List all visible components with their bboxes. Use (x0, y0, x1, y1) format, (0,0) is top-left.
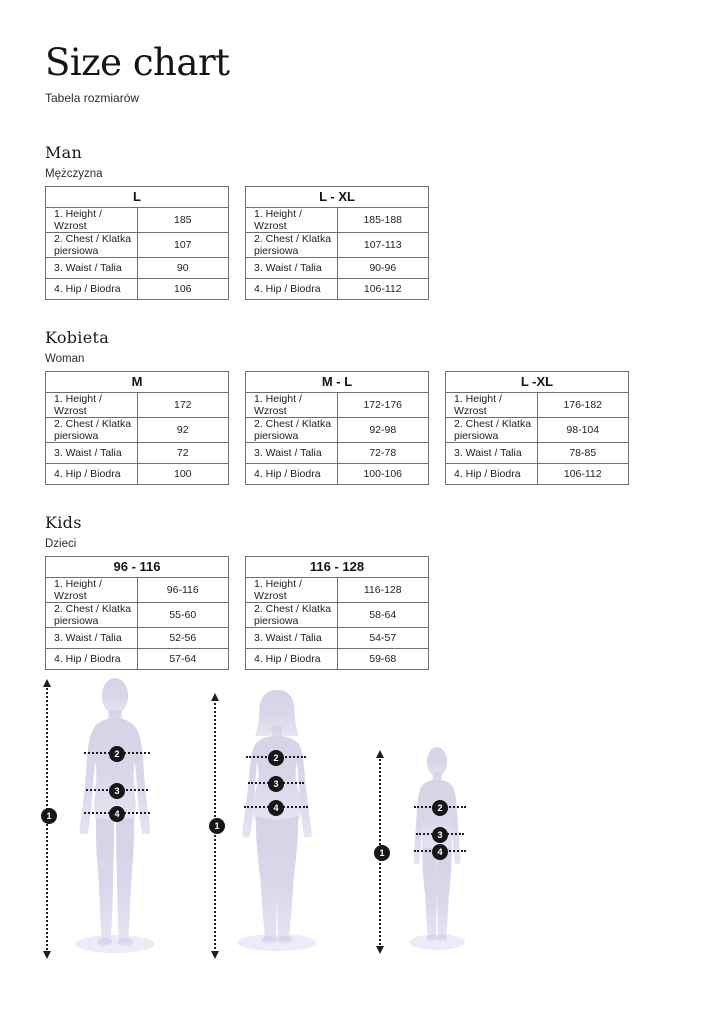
measure-value: 72 (137, 442, 229, 463)
marker-hip: 4 (432, 844, 448, 860)
measure-label: 4. Hip / Biodra (46, 278, 138, 299)
child-waist-line (416, 830, 464, 840)
measure-label: 2. Chest / Klatka piersiowa (246, 417, 338, 442)
table-row (446, 463, 629, 484)
table-row (246, 442, 429, 463)
measure-label: 2. Chest / Klatka piersiowa (446, 417, 538, 442)
marker-height: 1 (41, 808, 57, 824)
section-heading-man: Man (45, 142, 83, 162)
woman-silhouette (222, 688, 332, 956)
measure-label: 1. Height / Wzrost (446, 392, 538, 417)
arrowhead-down-icon (43, 951, 51, 959)
measure-label: 2. Chest / Klatka piersiowa (246, 232, 338, 257)
measure-value: 185 (137, 207, 229, 232)
man-waist-line (86, 786, 148, 796)
table-woman-l-xl (445, 371, 629, 485)
measure-value: 96-116 (137, 577, 229, 602)
table-woman-m-l (245, 371, 429, 485)
measure-label: 1. Height / Wzrost (46, 392, 138, 417)
table-row (446, 392, 629, 417)
arrowhead-down-icon (376, 946, 384, 954)
measure-value: 106-112 (537, 463, 629, 484)
measure-value: 55-60 (137, 602, 229, 627)
measure-value: 78-85 (537, 442, 629, 463)
measure-value: 92 (137, 417, 229, 442)
section-woman (45, 328, 720, 485)
table-size-header: 116 - 128 (246, 556, 429, 577)
marker-chest: 2 (432, 800, 448, 816)
arrowhead-up-icon (376, 750, 384, 758)
table-row (246, 648, 429, 669)
measure-label: 2. Chest / Klatka piersiowa (46, 232, 138, 257)
measure-label: 4. Hip / Biodra (46, 463, 138, 484)
man-height-arrow (46, 681, 52, 957)
table-row (246, 577, 429, 602)
floor-shadow (237, 934, 316, 951)
table-row (246, 257, 429, 278)
marker-hip: 4 (109, 806, 125, 822)
measure-value: 100 (137, 463, 229, 484)
marker-height: 1 (209, 818, 225, 834)
measure-value: 176-182 (537, 392, 629, 417)
measure-value: 172 (137, 392, 229, 417)
section-heading-kids: Kids (45, 512, 82, 532)
page-title: Size chart (45, 41, 230, 84)
woman-hip-line (244, 803, 308, 813)
table-row (46, 257, 229, 278)
section-subheading-kids: Dzieci (45, 537, 77, 550)
measure-value: 185-188 (337, 207, 429, 232)
table-woman-m (45, 371, 229, 485)
table-kids-116-128 (245, 556, 429, 670)
table-man-l (45, 186, 229, 300)
measure-label: 1. Height / Wzrost (246, 577, 338, 602)
table-row (46, 278, 229, 299)
table-row (246, 392, 429, 417)
child-chest-line (414, 803, 466, 813)
table-row (46, 442, 229, 463)
measure-value: 92-98 (337, 417, 429, 442)
child-hip-line (414, 847, 466, 857)
table-size-header: L (46, 186, 229, 207)
floor-shadow (75, 935, 154, 953)
measure-label: 2. Chest / Klatka piersiowa (46, 417, 138, 442)
measurement-figures (0, 670, 720, 1018)
table-row (46, 392, 229, 417)
table-size-header: 96 - 116 (46, 556, 229, 577)
table-row (46, 463, 229, 484)
table-row (246, 278, 429, 299)
table-size-header: L - XL (246, 186, 429, 207)
table-row (446, 442, 629, 463)
table-row (46, 207, 229, 232)
measure-value: 172-176 (337, 392, 429, 417)
floor-shadow (409, 934, 465, 950)
marker-hip: 4 (268, 800, 284, 816)
measure-value: 90-96 (337, 257, 429, 278)
measure-label: 1. Height / Wzrost (246, 207, 338, 232)
table-row (46, 232, 229, 257)
measure-value: 100-106 (337, 463, 429, 484)
section-kids (45, 513, 720, 670)
man-chest-line (84, 749, 150, 759)
measure-value: 106-112 (337, 278, 429, 299)
measure-value: 98-104 (537, 417, 629, 442)
arrowhead-up-icon (43, 679, 51, 687)
table-row (46, 648, 229, 669)
table-row (46, 602, 229, 627)
table-row (246, 232, 429, 257)
arrowhead-down-icon (211, 951, 219, 959)
measure-value: 57-64 (137, 648, 229, 669)
table-man-l-xl (245, 186, 429, 300)
table-row (46, 627, 229, 648)
section-subheading-man: Mężczyzna (45, 167, 103, 180)
marker-waist: 3 (432, 827, 448, 843)
measure-value: 116-128 (337, 577, 429, 602)
arrowhead-up-icon (211, 693, 219, 701)
marker-chest: 2 (268, 750, 284, 766)
measure-label: 4. Hip / Biodra (46, 648, 138, 669)
marker-height: 1 (374, 845, 390, 861)
table-row (446, 417, 629, 442)
section-subheading-woman: Woman (45, 352, 85, 365)
measure-value: 107-113 (337, 232, 429, 257)
measure-label: 3. Waist / Talia (446, 442, 538, 463)
table-kids-96-116 (45, 556, 229, 670)
measure-value: 58-64 (337, 602, 429, 627)
measure-value: 106 (137, 278, 229, 299)
measure-value: 72-78 (337, 442, 429, 463)
table-size-header: M (46, 371, 229, 392)
measure-label: 3. Waist / Talia (246, 442, 338, 463)
measure-value: 52-56 (137, 627, 229, 648)
measure-label: 1. Height / Wzrost (46, 207, 138, 232)
table-row (246, 463, 429, 484)
marker-waist: 3 (109, 783, 125, 799)
measure-label: 4. Hip / Biodra (246, 278, 338, 299)
table-row (46, 577, 229, 602)
measure-label: 3. Waist / Talia (246, 257, 338, 278)
section-man (45, 143, 720, 300)
table-row (246, 602, 429, 627)
man-hip-line (84, 809, 150, 819)
measure-label: 1. Height / Wzrost (46, 577, 138, 602)
measure-label: 4. Hip / Biodra (246, 463, 338, 484)
measure-label: 3. Waist / Talia (46, 627, 138, 648)
measure-value: 107 (137, 232, 229, 257)
marker-waist: 3 (268, 776, 284, 792)
woman-waist-line (248, 779, 304, 789)
page-subtitle: Tabela rozmiarów (45, 90, 140, 105)
measure-value: 54-57 (337, 627, 429, 648)
measure-label: 4. Hip / Biodra (246, 648, 338, 669)
table-row (246, 207, 429, 232)
table-row (246, 627, 429, 648)
table-size-header: M - L (246, 371, 429, 392)
measure-label: 3. Waist / Talia (46, 257, 138, 278)
table-size-header: L -XL (446, 371, 629, 392)
table-row (246, 417, 429, 442)
measure-label: 2. Chest / Klatka piersiowa (46, 602, 138, 627)
table-row (46, 417, 229, 442)
woman-height-arrow (214, 695, 220, 957)
measure-value: 59-68 (337, 648, 429, 669)
section-heading-woman: Kobieta (45, 327, 110, 347)
measure-label: 3. Waist / Talia (46, 442, 138, 463)
child-height-arrow (379, 752, 385, 952)
measure-label: 4. Hip / Biodra (446, 463, 538, 484)
woman-chest-line (246, 753, 306, 763)
marker-chest: 2 (109, 746, 125, 762)
measure-label: 1. Height / Wzrost (246, 392, 338, 417)
measure-value: 90 (137, 257, 229, 278)
measure-label: 3. Waist / Talia (246, 627, 338, 648)
measure-label: 2. Chest / Klatka piersiowa (246, 602, 338, 627)
